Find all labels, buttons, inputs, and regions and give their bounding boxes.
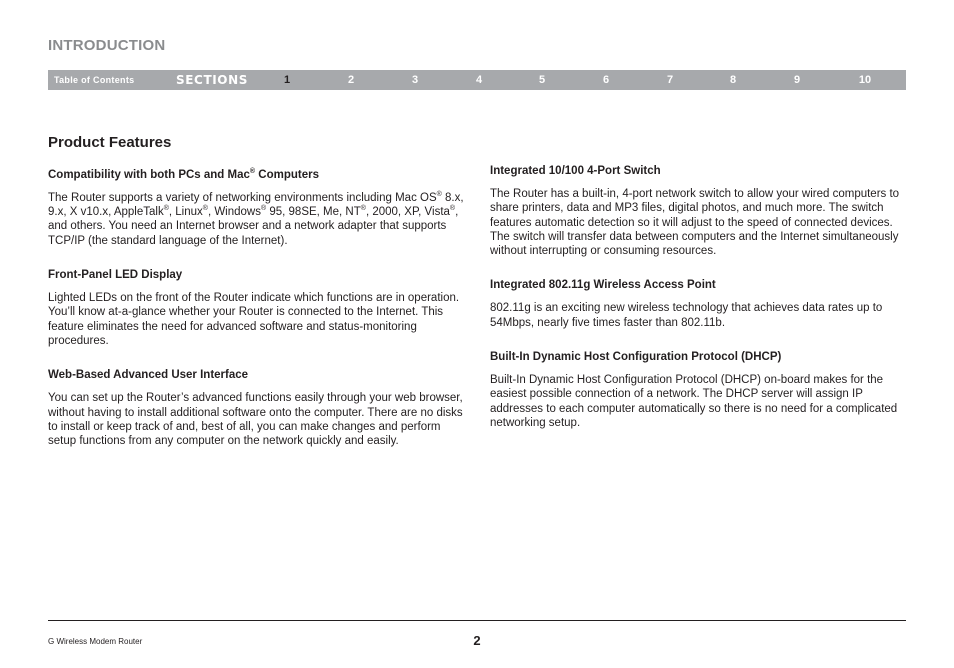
registered-mark: ® — [260, 205, 267, 213]
registered-mark: ® — [249, 168, 256, 175]
text-run: , 2000, XP, Vista — [365, 206, 450, 219]
section-link-4[interactable]: 4 — [475, 74, 483, 86]
section-link-7[interactable]: 7 — [666, 74, 674, 86]
compatibility-heading — [48, 164, 464, 183]
led-display-heading: Front-Panel LED Display — [48, 269, 183, 282]
page-heading: Product Features — [48, 134, 172, 151]
dhcp-heading: Built-In Dynamic Host Configuration Protocol (DHCP) — [490, 351, 782, 364]
text-run: 8.x, 9.x, X v10.x, AppleTalk — [48, 191, 464, 219]
section-link-8[interactable]: 8 — [729, 74, 737, 86]
wireless-ap-heading: Integrated 802.11g Wireless Access Point — [490, 279, 716, 292]
compatibility-heading-text: Compatibility with both PCs and Mac — [48, 168, 250, 181]
compatibility-heading-suffix: Computers — [255, 168, 319, 181]
compatibility-paragraph — [48, 191, 464, 248]
table-of-contents-link[interactable]: Table of Contents — [54, 75, 135, 85]
left-column — [48, 164, 464, 468]
chapter-title: INTRODUCTION — [48, 37, 166, 54]
section-navigation-bar — [48, 70, 906, 90]
text-run: , Linux — [168, 206, 203, 219]
section-link-6[interactable]: 6 — [602, 74, 610, 86]
registered-mark: ® — [360, 205, 366, 213]
section-link-9[interactable]: 9 — [793, 74, 801, 86]
registered-mark: ® — [163, 205, 169, 213]
footer-product-name: G Wireless Modem Router — [48, 637, 143, 646]
footer-divider — [48, 620, 906, 621]
right-column — [490, 164, 906, 450]
text-run: , and others. You need an Internet browser and a network adapter that supports TCP/IP (the standard language of the Internet). — [48, 206, 459, 247]
section-link-5[interactable]: 5 — [538, 74, 546, 86]
section-link-3[interactable]: 3 — [411, 74, 419, 86]
led-display-paragraph: Lighted LEDs on the front of the Router indicate which functions are in operation. You’ll know at-a-glance whether your Router is connected to the Internet. This feature eliminates the need for advanced software and status-monitoring procedures. — [48, 292, 460, 347]
text-run: The Router supports a variety of networking environments including Mac OS — [48, 191, 437, 204]
section-link-2[interactable]: 2 — [347, 74, 355, 86]
sections-label: SECTIONS — [176, 73, 248, 87]
registered-mark: ® — [449, 205, 456, 213]
registered-mark: ® — [436, 191, 442, 198]
text-run: 95, 98SE, Me, NT — [266, 206, 361, 219]
page-number: 2 — [473, 633, 481, 648]
wireless-ap-paragraph: 802.11g is an exciting new wireless technology that achieves data rates up to 54Mbps, nearly five times faster than 802.11b. — [490, 302, 883, 329]
switch-heading: Integrated 10/100 4-Port Switch — [490, 165, 661, 177]
web-interface-paragraph: You can set up the Router’s advanced functions easily through your web browser, without having to install additional software onto the computer. There are no disks to install or keep track of and, best of all, you can make changes and perform setup functions from any computer on the network quickly and easily. — [48, 392, 463, 448]
registered-mark: ® — [202, 205, 208, 213]
dhcp-paragraph: Built-In Dynamic Host Configuration Protocol (DHCP) on-board makes for the easiest possible connection of a network. The DHCP server will assign IP addresses to each computer automatically so there is no need for a complicated networking setup. — [490, 374, 898, 429]
web-interface-heading: Web-Based Advanced User Interface — [48, 369, 249, 382]
text-run: , Windows — [207, 206, 261, 219]
section-link-10[interactable]: 10 — [858, 74, 872, 86]
switch-paragraph: The Router has a built-in, 4-port network switch to allow your wired computers to share printers, data and MP3 files, digital photos, and much more. The switch features automatic detection so it will adjust to the speed of connected devices. The switch will transfer data between computers and the Internet simultaneously without interrupting or consuming resources. — [490, 188, 900, 258]
section-link-1[interactable]: 1 — [283, 74, 291, 86]
